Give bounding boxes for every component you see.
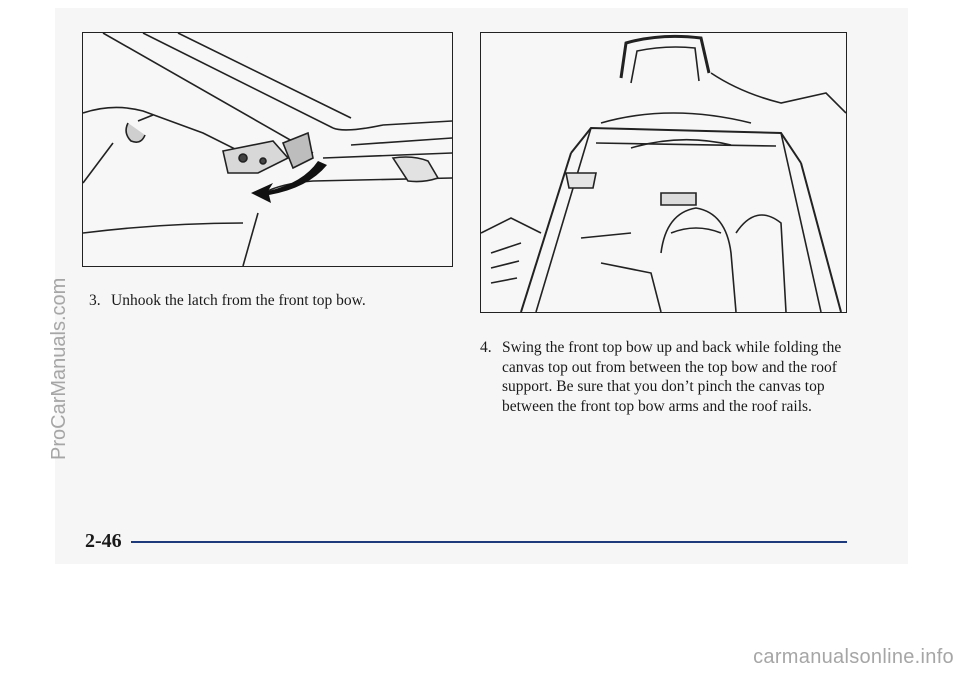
page-number: 2-46 — [85, 530, 122, 552]
footer-rule — [131, 541, 847, 543]
manual-page — [55, 8, 908, 564]
side-watermark: ProCarManuals.com — [48, 277, 70, 460]
step-4-number: 4. — [480, 339, 492, 356]
step-3-text: Unhook the latch from the front top bow. — [111, 292, 366, 309]
top-bow-illustration — [480, 32, 847, 313]
latch-illustration — [82, 32, 453, 267]
step-4-text: Swing the front top bow up and back while folding the canvas top out from between the top bow and the roof support. Be sure that you don’t pinch the canvas top between the front top bow arms and the roof rails. — [502, 339, 842, 415]
footer-watermark: carmanualsonline.info — [753, 646, 954, 668]
latch-drawing — [83, 33, 452, 266]
step-3-number: 3. — [89, 292, 101, 309]
top-bow-drawing — [481, 33, 846, 312]
